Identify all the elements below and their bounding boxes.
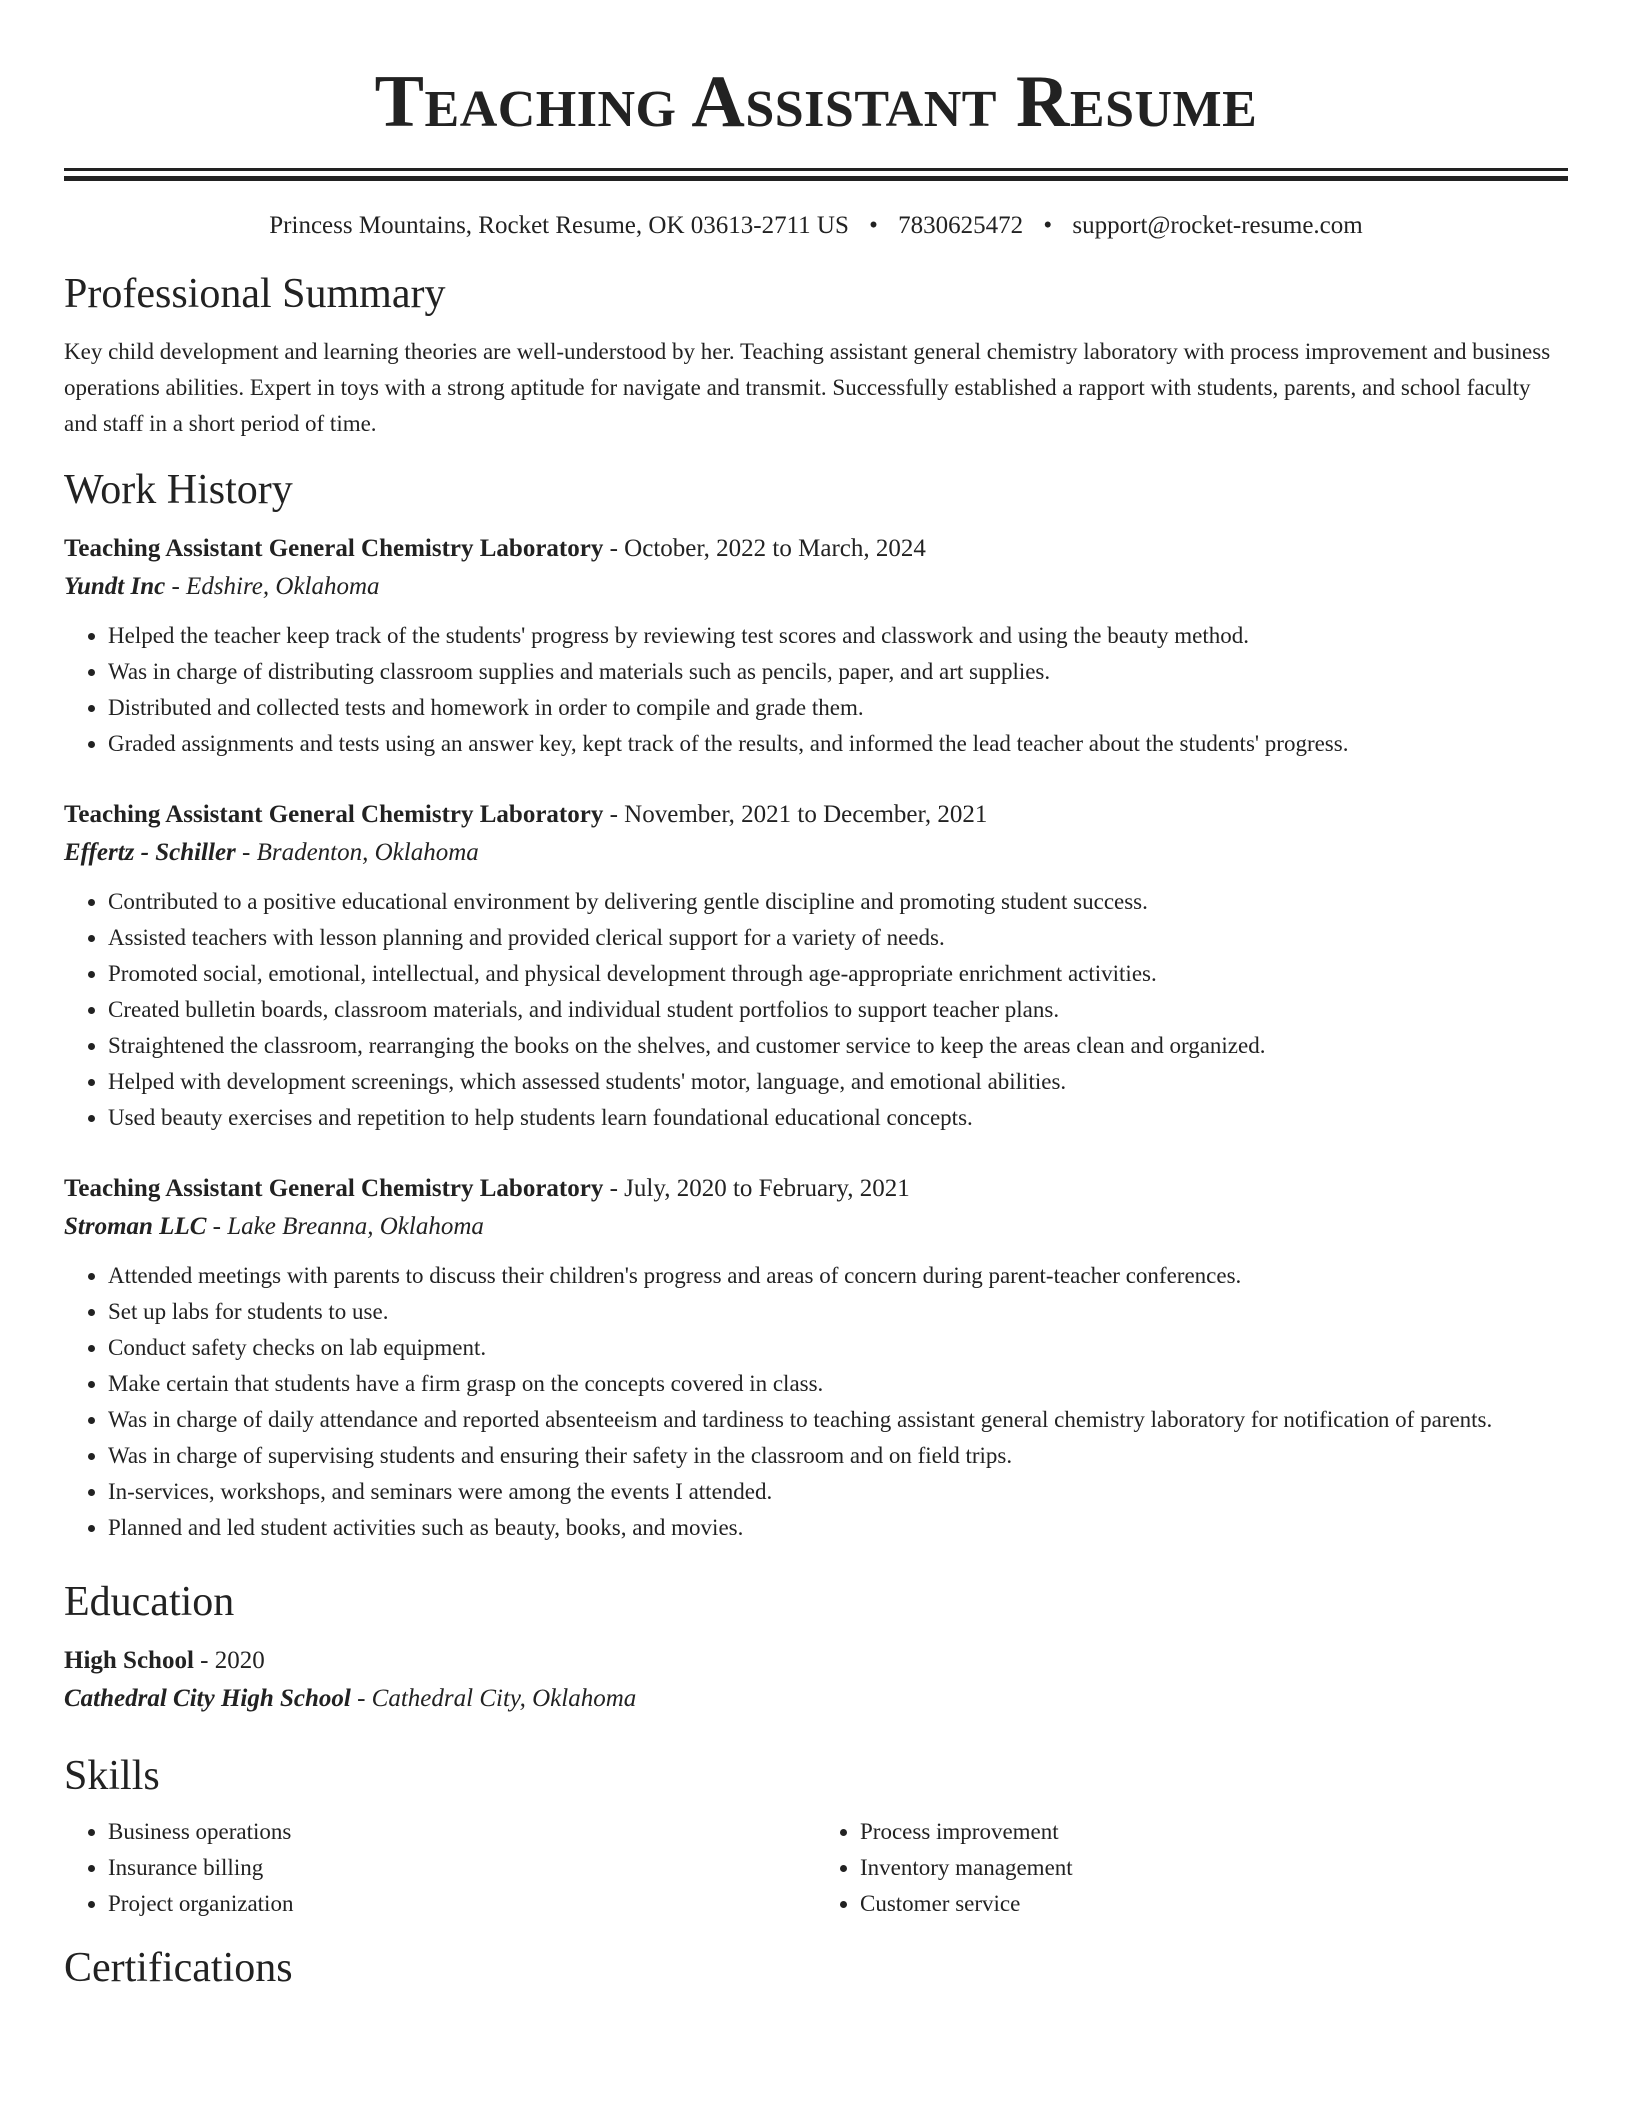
job-duty: • Attended meetings with parents to discuss their children's progress and areas of concern during parent-teacher conferences.	[108, 1258, 1568, 1294]
job-duty: • Conduct safety checks on lab equipment.	[108, 1330, 1568, 1366]
job-duty: • Graded assignments and tests using an answer key, kept track of the results, and informed the lead teacher about the students' progress.	[108, 726, 1568, 762]
contact-email: support@rocket-resume.com	[1072, 212, 1363, 239]
skills-heading: Skills	[64, 1753, 160, 1799]
job-duties-list	[64, 1258, 1568, 1546]
job-dates: - November, 2021 to December, 2021	[603, 801, 988, 828]
skill-item: • Insurance billing	[108, 1850, 816, 1886]
job-employer	[64, 1208, 1568, 1246]
skills-column-left	[64, 1814, 816, 1922]
contact-phone: 7830625472	[898, 212, 1024, 239]
job-duty: • Set up labs for students to use.	[108, 1294, 1568, 1330]
job-entry	[64, 796, 1568, 1136]
education-location: - Cathedral City, Oklahoma	[350, 1685, 637, 1712]
job-company: Stroman LLC	[64, 1213, 207, 1240]
education-year: - 2020	[193, 1647, 265, 1674]
contact-separator: •	[869, 212, 878, 239]
education-school: Cathedral City High School	[64, 1685, 351, 1712]
job-header	[64, 796, 1568, 834]
job-title: Teaching Assistant General Chemistry Laboratory	[64, 801, 604, 828]
job-duty: • Helped the teacher keep track of the students' progress by reviewing test scores and classwork and using the beauty method.	[108, 618, 1568, 654]
contact-separator: •	[1043, 212, 1053, 239]
contact-line	[64, 210, 1568, 242]
job-location: - Edshire, Oklahoma	[165, 573, 380, 600]
job-duty: • Contributed to a positive educational environment by delivering gentle discipline and promoting student success.	[108, 884, 1568, 920]
job-location: - Lake Breanna, Oklahoma	[206, 1213, 484, 1240]
education-heading: Education	[64, 1579, 235, 1625]
job-duty: • Straightened the classroom, rearranging the books on the shelves, and customer service to keep the areas clean and organized.	[108, 1028, 1568, 1064]
job-dates: - October, 2022 to March, 2024	[603, 535, 926, 562]
job-title: Teaching Assistant General Chemistry Laboratory	[64, 535, 604, 562]
work-history-heading: Work History	[64, 467, 293, 513]
education-entry	[64, 1642, 1568, 1718]
job-duty: • In-services, workshops, and seminars were among the events I attended.	[108, 1474, 1568, 1510]
skill-item: • Business operations	[108, 1814, 816, 1850]
skills-grid	[64, 1814, 1568, 1922]
education-degree: High School	[64, 1647, 194, 1674]
job-duty: • Make certain that students have a firm grasp on the concepts covered in class.	[108, 1366, 1568, 1402]
job-header	[64, 530, 1568, 568]
job-duties-list	[64, 884, 1568, 1136]
education-header	[64, 1642, 1568, 1680]
job-company: Effertz - Schiller	[64, 839, 236, 866]
job-entry	[64, 1170, 1568, 1546]
job-employer	[64, 568, 1568, 606]
job-employer	[64, 834, 1568, 872]
job-duty: • Distributed and collected tests and homework in order to compile and grade them.	[108, 690, 1568, 726]
skill-item: • Customer service	[860, 1886, 1568, 1922]
certifications-heading: Certifications	[64, 1945, 293, 1991]
job-header	[64, 1170, 1568, 1208]
skills-column-right	[816, 1814, 1568, 1922]
job-entry	[64, 530, 1568, 762]
job-duty: • Created bulletin boards, classroom materials, and individual student portfolios to support teacher plans.	[108, 992, 1568, 1028]
skill-item: • Process improvement	[860, 1814, 1568, 1850]
job-dates: - July, 2020 to February, 2021	[603, 1175, 910, 1202]
job-duties-list	[64, 618, 1568, 762]
job-duty: • Assisted teachers with lesson planning and provided clerical support for a variety of needs.	[108, 920, 1568, 956]
contact-address: Princess Mountains, Rocket Resume, OK 03613-2711 US	[269, 212, 849, 239]
summary-heading: Professional Summary	[64, 271, 446, 317]
summary-text: Key child development and learning theories are well-understood by her. Teaching assistant general chemistry laboratory with process improvement and business operations abilities. Expert in toys with a strong aptitude for navigate and transmit. Successfully established a rapport with students, parents, and school faculty and staff in a short period of time.	[64, 339, 1551, 436]
job-company: Yundt Inc	[64, 573, 166, 600]
job-duty: • Used beauty exercises and repetition to help students learn foundational educational concepts.	[108, 1100, 1568, 1136]
job-duty: • Was in charge of supervising students and ensuring their safety in the classroom and on field trips.	[108, 1438, 1568, 1474]
job-duty: • Promoted social, emotional, intellectual, and physical development through age-appropriate enrichment activities.	[108, 956, 1568, 992]
job-duty: • Was in charge of daily attendance and reported absenteeism and tardiness to teaching assistant general chemistry laboratory for notification of parents.	[108, 1402, 1568, 1438]
job-duty: • Planned and led student activities such as beauty, books, and movies.	[108, 1510, 1568, 1546]
education-school-line	[64, 1680, 1568, 1718]
skill-item: • Inventory management	[860, 1850, 1568, 1886]
resume-title: Teaching Assistant Resume	[374, 61, 1258, 143]
job-duty: • Was in charge of distributing classroom supplies and materials such as pencils, paper, and art supplies.	[108, 654, 1568, 690]
title-divider	[64, 168, 1568, 171]
job-location: - Bradenton, Oklahoma	[235, 839, 479, 866]
skill-item: • Project organization	[108, 1886, 816, 1922]
job-duty: • Helped with development screenings, which assessed students' motor, language, and emotional abilities.	[108, 1064, 1568, 1100]
job-title: Teaching Assistant General Chemistry Laboratory	[64, 1175, 604, 1202]
